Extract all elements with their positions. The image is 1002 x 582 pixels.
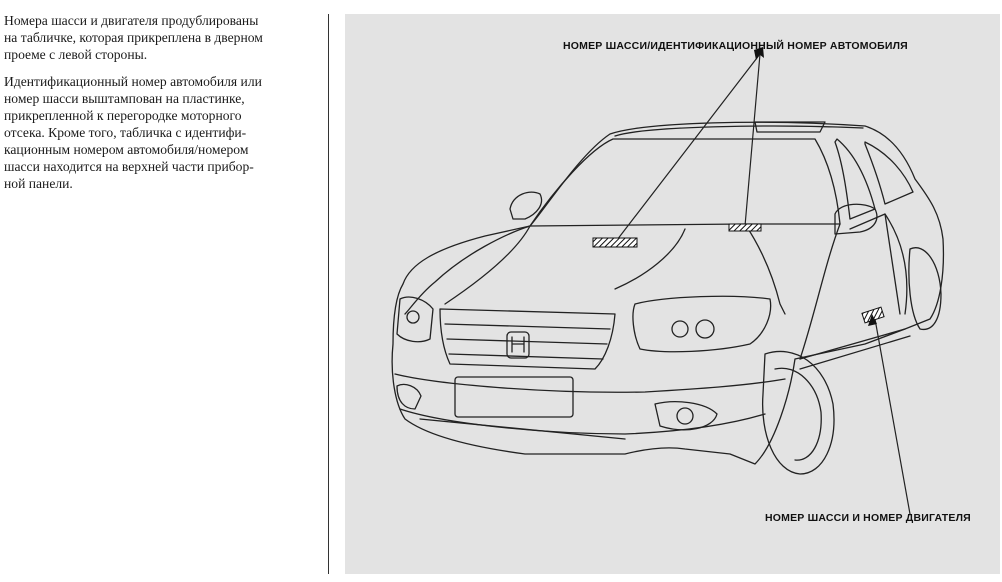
callout-leader-dash	[745, 54, 760, 226]
front-wheel	[763, 351, 834, 474]
headlight-left	[397, 297, 433, 342]
manual-text-column	[4, 12, 322, 202]
side-window-rear	[865, 142, 913, 204]
vin-plate-dash	[729, 224, 761, 231]
text-line: номер шасси выштампован на пластинке,	[4, 91, 245, 106]
paragraph-vin-location	[4, 73, 322, 192]
text-line: прикрепленной к перегородке моторного	[4, 108, 242, 123]
text-line: Номера шасси и двигателя продублированы	[4, 13, 259, 28]
license-plate	[455, 377, 573, 417]
callout-leader-door	[875, 319, 910, 514]
front-bumper	[395, 374, 785, 392]
left-mirror	[510, 192, 542, 219]
text-line: ной панели.	[4, 176, 73, 191]
car-illustration-panel	[345, 14, 1000, 574]
text-line: отсека. Кроме того, табличка с идентифи-	[4, 125, 247, 140]
column-divider	[328, 14, 329, 574]
callout-leader-hood	[617, 54, 760, 240]
fog-light-right	[655, 402, 717, 430]
callout-chassis-engine-label: НОМЕР ШАССИ И НОМЕР ДВИГАТЕЛЯ	[765, 512, 971, 524]
car-line-drawing	[345, 14, 1000, 574]
honda-emblem	[507, 332, 529, 358]
text-line: Идентификационный номер автомобиля или	[4, 74, 262, 89]
text-line: кационным номером автомобиля/номером	[4, 142, 249, 157]
vin-plate-hood	[593, 238, 637, 247]
text-line: проеме с левой стороны.	[4, 47, 148, 62]
text-line: шасси находится на верхней части прибор-	[4, 159, 254, 174]
rear-wheel	[909, 248, 941, 330]
text-line: на табличке, которая прикреплена в дверном	[4, 30, 263, 45]
callout-vin-label: НОМЕР ШАССИ/ИДЕНТИФИКАЦИОННЫЙ НОМЕР АВТОМОБИЛЯ	[563, 40, 908, 52]
paragraph-door-plate	[4, 12, 322, 63]
fog-light-left	[397, 384, 421, 409]
headlight-right	[633, 296, 771, 351]
side-mirror	[835, 204, 877, 234]
